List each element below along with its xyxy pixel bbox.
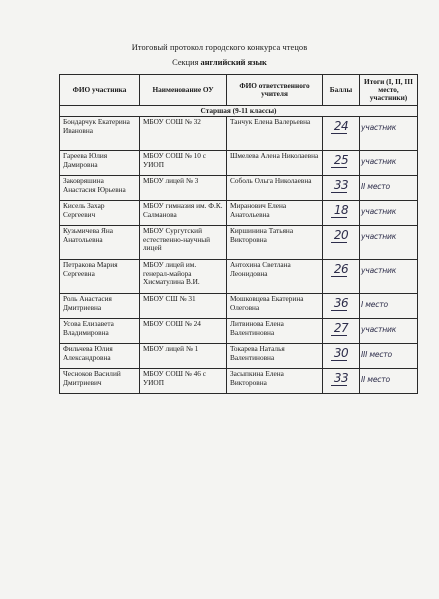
cell-score xyxy=(323,344,360,369)
score-underline xyxy=(331,192,347,193)
handwritten-score: 26 xyxy=(333,262,349,277)
document-title: Итоговый протокол городского конкурса чтецов xyxy=(131,43,308,52)
cell-result xyxy=(360,201,418,226)
header-teacher: ФИО ответственного учителя xyxy=(227,75,323,106)
handwritten-score: 18 xyxy=(333,203,349,218)
cell-result xyxy=(360,369,418,394)
handwritten-score: 27 xyxy=(333,321,349,336)
handwritten-score: 25 xyxy=(333,153,349,168)
table-row xyxy=(60,260,418,294)
handwritten-result: участник xyxy=(361,232,397,242)
handwritten-result: участник xyxy=(361,157,397,167)
header-participant: ФИО участника xyxy=(60,75,140,106)
cell-teacher: Соболь Ольга Николаевна xyxy=(227,176,323,201)
handwritten-result: участник xyxy=(361,266,397,276)
cell-score xyxy=(323,294,360,319)
cell-school: МБОУ СОШ № 10 с УИОП xyxy=(140,151,227,176)
handwritten-score: 33 xyxy=(333,178,349,193)
cell-result xyxy=(360,226,418,260)
cell-participant: Бондарчук Екатерина Ивановна xyxy=(60,117,140,151)
cell-result xyxy=(360,344,418,369)
handwritten-result: участник xyxy=(361,207,397,217)
results-table xyxy=(59,74,418,394)
section-name: английский язык xyxy=(200,58,267,67)
handwritten-score: 20 xyxy=(333,228,349,243)
cell-participant: Заковряшина Анастасия Юрьевна xyxy=(60,176,140,201)
cell-school: МБОУ гимназия им. Ф.К. Салманова xyxy=(140,201,227,226)
cell-school: МБОУ СОШ № 32 xyxy=(140,117,227,151)
group-row xyxy=(60,106,418,117)
cell-result xyxy=(360,319,418,344)
cell-participant: Гареева Юлия Дамировна xyxy=(60,151,140,176)
cell-teacher: Шмелева Алена Николаевна xyxy=(227,151,323,176)
handwritten-result: участник xyxy=(361,123,397,133)
cell-school: МБОУ Сургутский естественно-научный лицей xyxy=(140,226,227,260)
cell-result xyxy=(360,117,418,151)
header-score: Баллы xyxy=(323,75,360,106)
cell-score xyxy=(323,260,360,294)
table-row xyxy=(60,117,418,151)
section-heading xyxy=(0,58,439,67)
handwritten-result: II место xyxy=(361,375,390,385)
cell-score xyxy=(323,151,360,176)
cell-participant: Фильчева Юлия Александровна xyxy=(60,344,140,369)
cell-participant: Усова Елизавета Владимировна xyxy=(60,319,140,344)
score-underline xyxy=(331,385,347,386)
cell-teacher: Танчук Елена Валерьевна xyxy=(227,117,323,151)
cell-teacher: Антохина Светлана Леонидовна xyxy=(227,260,323,294)
cell-teacher: Миранович Елена Анатольевна xyxy=(227,201,323,226)
cell-participant: Кисель Захар Сергеевич xyxy=(60,201,140,226)
table-header-row xyxy=(60,75,418,106)
cell-participant: Петракова Мария Сергеевна xyxy=(60,260,140,294)
handwritten-score: 33 xyxy=(333,371,349,386)
cell-score xyxy=(323,176,360,201)
cell-teacher: Мошковцева Екатерина Олеговна xyxy=(227,294,323,319)
cell-school: МБОУ СОШ № 24 xyxy=(140,319,227,344)
cell-participant: Чесноков Василий Дмитриевич xyxy=(60,369,140,394)
cell-score xyxy=(323,319,360,344)
handwritten-result: I место xyxy=(361,300,388,310)
handwritten-result: III место xyxy=(361,350,392,360)
cell-school: МБОУ СОШ № 46 с УИОП xyxy=(140,369,227,394)
score-underline xyxy=(331,133,347,134)
cell-school: МБОУ лицей № 1 xyxy=(140,344,227,369)
score-underline xyxy=(331,242,347,243)
cell-teacher: Киршинина Татьяна Викторовна xyxy=(227,226,323,260)
cell-result xyxy=(360,260,418,294)
table-row xyxy=(60,294,418,319)
cell-school: МБОУ лицей им. генерал-майора Хисматулина В.И. xyxy=(140,260,227,294)
handwritten-result: участник xyxy=(361,325,397,335)
cell-result xyxy=(360,294,418,319)
cell-score xyxy=(323,369,360,394)
score-underline xyxy=(331,167,347,168)
table-row xyxy=(60,226,418,260)
score-underline xyxy=(331,360,347,361)
table-row xyxy=(60,369,418,394)
cell-participant: Роль Анастасия Дмитриевна xyxy=(60,294,140,319)
section-prefix: Секция xyxy=(172,58,199,67)
score-underline xyxy=(331,335,347,336)
cell-score xyxy=(323,117,360,151)
handwritten-score: 36 xyxy=(333,296,349,311)
cell-teacher: Литвинова Елена Валентиновна xyxy=(227,319,323,344)
table-row xyxy=(60,151,418,176)
handwritten-result: II место xyxy=(361,182,390,192)
header-result: Итоги (I, II, III место, участники) xyxy=(360,75,418,106)
group-label: Старшая (9-11 классы) xyxy=(60,106,418,117)
cell-result xyxy=(360,176,418,201)
cell-teacher: Засыпкина Елена Викторовна xyxy=(227,369,323,394)
header-school: Наименование ОУ xyxy=(140,75,227,106)
cell-result xyxy=(360,151,418,176)
table-row xyxy=(60,319,418,344)
table-row xyxy=(60,344,418,369)
cell-school: МБОУ лицей № 3 xyxy=(140,176,227,201)
handwritten-score: 24 xyxy=(333,119,349,134)
handwritten-score: 30 xyxy=(333,346,349,361)
table-row xyxy=(60,201,418,226)
cell-score xyxy=(323,201,360,226)
score-underline xyxy=(331,276,347,277)
cell-score xyxy=(323,226,360,260)
cell-participant: Кузьмичева Яна Анатольевна xyxy=(60,226,140,260)
cell-school: МБОУ СШ № 31 xyxy=(140,294,227,319)
score-underline xyxy=(331,310,347,311)
cell-teacher: Токарева Наталья Валентиновна xyxy=(227,344,323,369)
table-row xyxy=(60,176,418,201)
score-underline xyxy=(331,217,347,218)
